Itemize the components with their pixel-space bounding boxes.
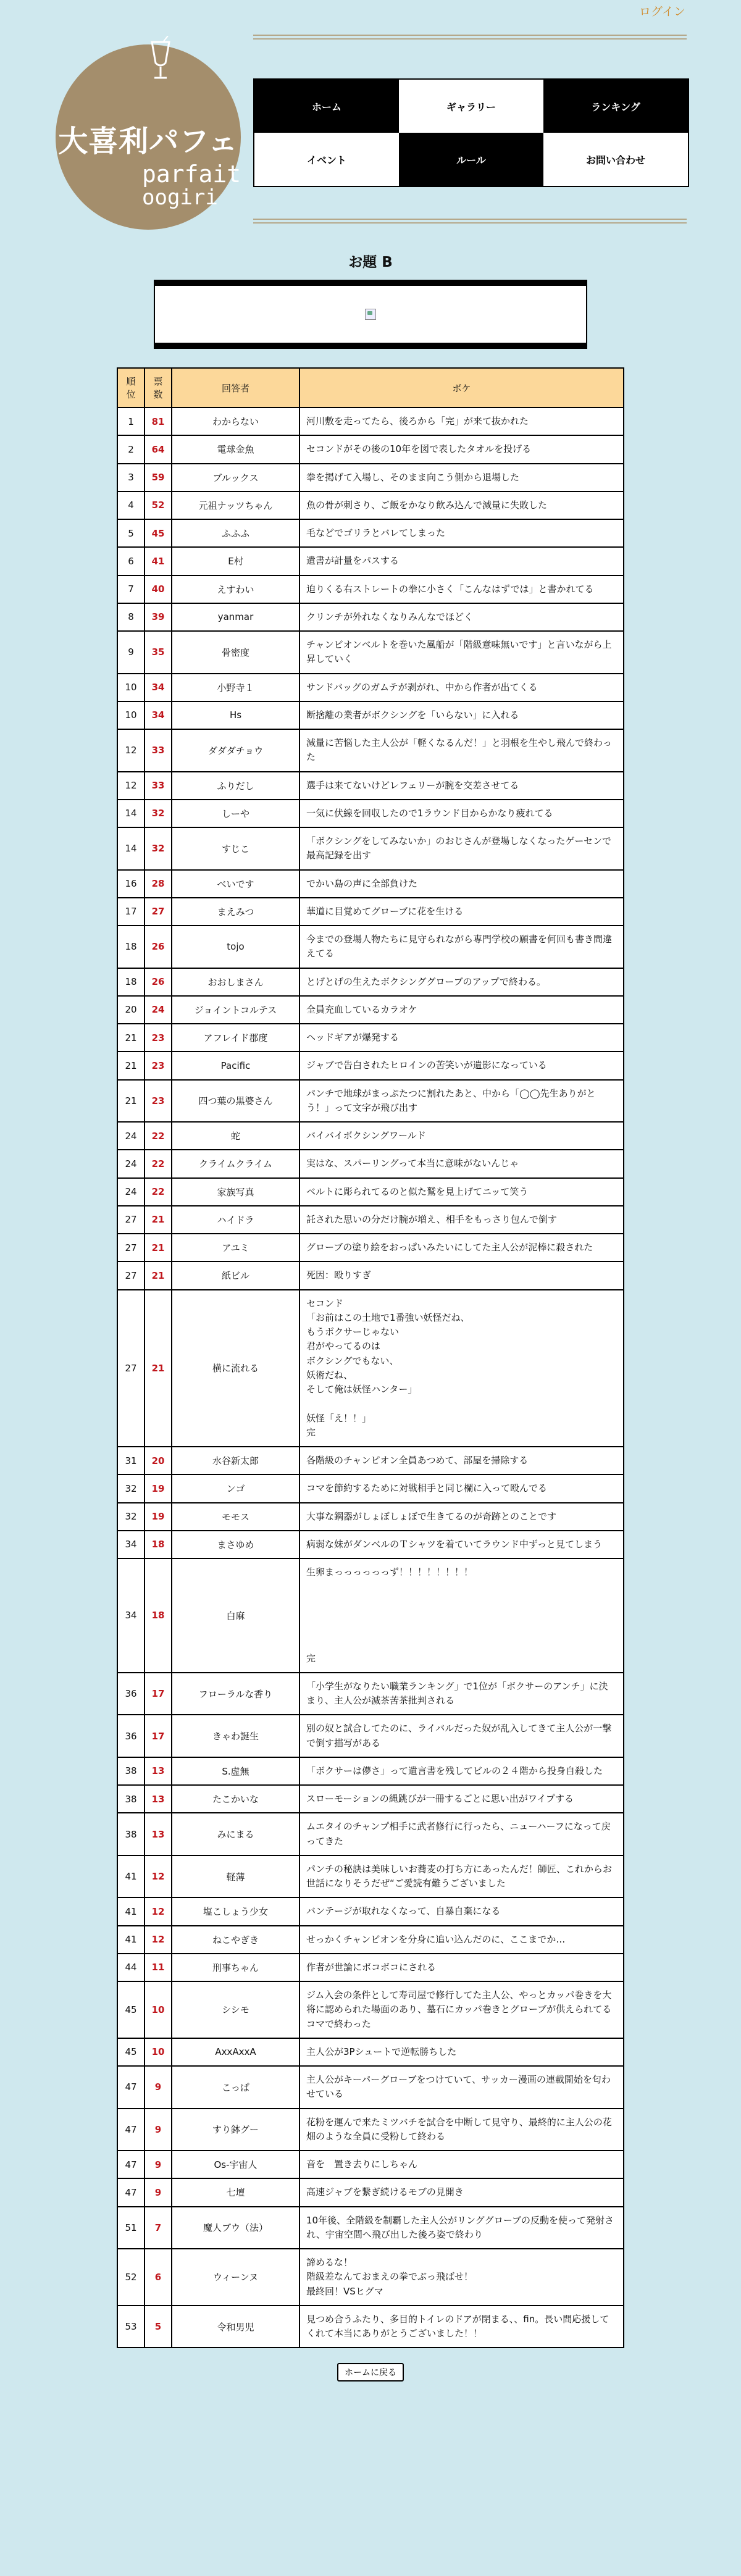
respondent-cell: クライムクライム (172, 1150, 299, 1177)
boke-cell: バンテージが取れなくなって、自暴自棄になる (299, 1897, 624, 1925)
table-row (117, 491, 624, 519)
votes-cell: 35 (144, 631, 172, 674)
boke-cell: 遺書が計量をパスする (299, 547, 624, 575)
respondent-cell: モモス (172, 1503, 299, 1531)
table-row (117, 870, 624, 898)
votes-cell: 26 (144, 926, 172, 968)
boke-cell: 今までの登場人物たちに見守られながら専門学校の願書を何回も書き間違えてる (299, 926, 624, 968)
table-row (117, 631, 624, 674)
rank-cell: 16 (117, 870, 144, 898)
boke-cell: 見つめ合うふたり、多目的トイレのドアが閉まる、、fin。長い間応援してくれて本当にありがとうございました！！ (299, 2306, 624, 2348)
respondent-cell: まさゆめ (172, 1531, 299, 1558)
table-row (117, 2249, 624, 2306)
table-row (117, 701, 624, 729)
rank-cell: 47 (117, 2178, 144, 2206)
table-row (117, 1954, 624, 1981)
boke-cell: 死因：殴りすぎ (299, 1261, 624, 1289)
table-row (117, 1080, 624, 1123)
table-row (117, 1897, 624, 1925)
header-boke: ボケ (299, 368, 624, 408)
respondent-cell: えすわい (172, 575, 299, 603)
rank-cell: 32 (117, 1474, 144, 1502)
boke-cell: 病弱な妹がダンベルのＴシャツを着ていてラウンド中ずっと見てしまう (299, 1531, 624, 1558)
boke-cell: ベルトに彫られてるのと似た鷲を見上げてニッて笑う (299, 1178, 624, 1206)
votes-cell: 9 (144, 2109, 172, 2151)
rank-cell: 3 (117, 464, 144, 491)
rank-cell: 31 (117, 1447, 144, 1474)
rank-cell: 51 (117, 2207, 144, 2249)
rank-cell: 7 (117, 575, 144, 603)
table-row (117, 1474, 624, 1502)
respondent-cell: こっぱ (172, 2066, 299, 2109)
respondent-cell: きゃわ誕生 (172, 1715, 299, 1757)
respondent-cell: 刑事ちゃん (172, 1954, 299, 1981)
parfait-glass-icon (148, 36, 173, 85)
respondent-cell: 軽薄 (172, 1855, 299, 1898)
votes-cell: 17 (144, 1715, 172, 1757)
boke-cell: でかい島の声に全部負けた (299, 870, 624, 898)
table-row (117, 827, 624, 870)
boke-cell: パンチで地球がまっぷたつに割れたあと、中から「◯◯先生ありがとう！」って文字が飛び出す (299, 1080, 624, 1123)
header-votes: 票数 (144, 368, 172, 408)
rank-cell: 34 (117, 1558, 144, 1673)
rank-cell: 20 (117, 996, 144, 1024)
votes-cell: 9 (144, 2066, 172, 2109)
boke-cell: チャンピオンベルトを巻いた風船が「階級意味無いです」と言いながら上昇していく (299, 631, 624, 674)
votes-cell: 24 (144, 996, 172, 1024)
respondent-cell: E村 (172, 547, 299, 575)
table-row (117, 898, 624, 926)
boke-cell: 「ボクサーは儚さ」って遺言書を残してビルの２４階から投身自殺した (299, 1757, 624, 1785)
respondent-cell: ジョイントコルテス (172, 996, 299, 1024)
boke-cell: 迫りくる右ストレートの拳に小さく「こんなはずでは」と書かれてる (299, 575, 624, 603)
votes-cell: 20 (144, 1447, 172, 1474)
table-row (117, 2151, 624, 2178)
respondent-cell: しーや (172, 800, 299, 827)
respondent-cell: 四つ葉の黒婆さん (172, 1080, 299, 1123)
header-rank: 順位 (117, 368, 144, 408)
table-row (117, 1757, 624, 1785)
boke-cell: 10年後、全階級を制覇した主人公がリンググローブの反動を使って発射され、宇宙空間へ飛び出した後ろ姿で終わり (299, 2207, 624, 2249)
votes-cell: 9 (144, 2178, 172, 2206)
rank-cell: 45 (117, 2038, 144, 2066)
table-row (117, 1785, 624, 1813)
boke-cell: 各階級のチャンピオン全員あつめて、部屋を掃除する (299, 1447, 624, 1474)
votes-cell: 34 (144, 701, 172, 729)
votes-cell: 13 (144, 1813, 172, 1855)
votes-cell: 10 (144, 1981, 172, 2038)
boke-cell: 大事な鋼器がしょぼしょぼで生きてるのが奇跡とのことです (299, 1503, 624, 1531)
respondent-cell: フローラルな香り (172, 1673, 299, 1715)
votes-cell: 32 (144, 827, 172, 870)
table-row (117, 1981, 624, 2038)
rank-cell: 12 (117, 772, 144, 800)
respondent-cell: tojo (172, 926, 299, 968)
respondent-cell: 横に流れる (172, 1290, 299, 1447)
votes-cell: 64 (144, 435, 172, 463)
respondent-cell: ブルックス (172, 464, 299, 491)
nav-item-0[interactable]: ホーム (254, 80, 399, 133)
rank-cell: 18 (117, 926, 144, 968)
boke-cell: スローモーションの縄跳びが一冊するごとに思い出がワイプする (299, 1785, 624, 1813)
rank-cell: 27 (117, 1261, 144, 1289)
boke-cell: 高速ジャブを繋ぎ続けるモブの見開き (299, 2178, 624, 2206)
respondent-cell: ふりだし (172, 772, 299, 800)
votes-cell: 11 (144, 1954, 172, 1981)
table-row (117, 2178, 624, 2206)
votes-cell: 13 (144, 1757, 172, 1785)
rank-cell: 8 (117, 603, 144, 631)
page-title: お題 B (348, 254, 393, 270)
nav-item-1[interactable]: ギャラリー (399, 80, 543, 133)
respondent-cell: 白麻 (172, 1558, 299, 1673)
boke-cell: 主人公が3Pシュートで逆転勝ちした (299, 2038, 624, 2066)
rank-cell: 41 (117, 1926, 144, 1954)
nav-item-5[interactable]: お問い合わせ (543, 133, 688, 186)
table-row (117, 1447, 624, 1474)
respondent-cell: すり鉢グー (172, 2109, 299, 2151)
back-to-home-button[interactable]: ホームに戻る (337, 2363, 404, 2382)
votes-cell: 21 (144, 1234, 172, 1261)
boke-cell: グローブの塗り絵をおっぱいみたいにしてた主人公が泥棒に殺された (299, 1234, 624, 1261)
table-row (117, 1558, 624, 1673)
rank-cell: 38 (117, 1757, 144, 1785)
votes-cell: 23 (144, 1080, 172, 1123)
votes-cell: 21 (144, 1206, 172, 1234)
votes-cell: 33 (144, 772, 172, 800)
header-divider-bottom (253, 219, 687, 224)
rank-cell: 27 (117, 1206, 144, 1234)
boke-cell: 選手は来てないけどレフェリーが腕を交差させてる (299, 772, 624, 800)
rank-cell: 21 (117, 1052, 144, 1079)
rank-cell: 6 (117, 547, 144, 575)
rank-cell: 24 (117, 1150, 144, 1177)
table-row (117, 2038, 624, 2066)
respondent-cell: 家族写真 (172, 1178, 299, 1206)
rank-cell: 47 (117, 2109, 144, 2151)
respondent-cell: 魔人ブウ（法） (172, 2207, 299, 2249)
respondent-cell: わからない (172, 408, 299, 435)
respondent-cell: 水谷新太郎 (172, 1447, 299, 1474)
table-row (117, 2306, 624, 2348)
logo-sub-parfait: parfait (142, 161, 241, 188)
rank-cell: 47 (117, 2066, 144, 2109)
rank-cell: 21 (117, 1024, 144, 1052)
rank-cell: 18 (117, 968, 144, 996)
nav-item-2[interactable]: ランキング (543, 80, 688, 133)
broken-image-icon (365, 309, 376, 320)
table-row (117, 1052, 624, 1079)
boke-cell: とげとげの生えたボクシンググローブのアップで終わる。 (299, 968, 624, 996)
rank-cell: 41 (117, 1897, 144, 1925)
rank-cell: 45 (117, 1981, 144, 2038)
rank-cell: 9 (117, 631, 144, 674)
rank-cell: 38 (117, 1813, 144, 1855)
respondent-cell: おおしまさん (172, 968, 299, 996)
respondent-cell: アユミ (172, 1234, 299, 1261)
table-row (117, 1122, 624, 1150)
votes-cell: 18 (144, 1558, 172, 1673)
votes-cell: 41 (144, 547, 172, 575)
votes-cell: 12 (144, 1855, 172, 1898)
rank-cell: 12 (117, 729, 144, 772)
table-row (117, 1261, 624, 1289)
votes-cell: 9 (144, 2151, 172, 2178)
votes-cell: 52 (144, 491, 172, 519)
table-row (117, 674, 624, 701)
rank-cell: 38 (117, 1785, 144, 1813)
boke-cell: 主人公がキーパーグローブをつけていて、サッカー漫画の連載開始を匂わせている (299, 2066, 624, 2109)
respondent-cell: yanmar (172, 603, 299, 631)
rank-cell: 47 (117, 2151, 144, 2178)
votes-cell: 12 (144, 1897, 172, 1925)
boke-cell: コマを節約するために対戦相手と同じ欄に入って殴んでる (299, 1474, 624, 1502)
votes-cell: 21 (144, 1290, 172, 1447)
respondent-cell: ダダダチョウ (172, 729, 299, 772)
boke-cell: 拳を掲げて入場し、そのまま向こう側から退場した (299, 464, 624, 491)
table-row (117, 772, 624, 800)
table-row (117, 603, 624, 631)
table-row (117, 1855, 624, 1898)
respondent-cell: たこかいな (172, 1785, 299, 1813)
results-table (117, 367, 624, 2348)
table-row (117, 1926, 624, 1954)
table-row (117, 2066, 624, 2109)
boke-cell: せっかくチャンピオンを分身に追い込んだのに、ここまでか… (299, 1926, 624, 1954)
table-row (117, 519, 624, 547)
table-row (117, 408, 624, 435)
table-row (117, 1206, 624, 1234)
table-row (117, 435, 624, 463)
votes-cell: 19 (144, 1503, 172, 1531)
table-row (117, 1531, 624, 1558)
respondent-cell: すじこ (172, 827, 299, 870)
respondent-cell: ウィーンヌ (172, 2249, 299, 2306)
main-nav (253, 78, 689, 187)
boke-cell: ヘッドギアが爆発する (299, 1024, 624, 1052)
boke-cell: ジャブで告白されたヒロインの苦笑いが遺影になっている (299, 1052, 624, 1079)
rank-cell: 44 (117, 1954, 144, 1981)
votes-cell: 28 (144, 870, 172, 898)
table-row (117, 575, 624, 603)
login-link[interactable]: ログイン (638, 5, 685, 19)
logo-title: 大喜利パフェ (58, 124, 238, 159)
respondent-cell: 小野寺１ (172, 674, 299, 701)
votes-cell: 59 (144, 464, 172, 491)
votes-cell: 12 (144, 1926, 172, 1954)
rank-cell: 24 (117, 1122, 144, 1150)
votes-cell: 5 (144, 2306, 172, 2348)
votes-cell: 33 (144, 729, 172, 772)
site-logo[interactable] (56, 37, 241, 222)
rank-cell: 41 (117, 1855, 144, 1898)
boke-cell: 花粉を運んで来たミツバチを試合を中断して見守り、最終的に主人公の花畑のような全員に受粉して終わる (299, 2109, 624, 2151)
votes-cell: 18 (144, 1531, 172, 1558)
votes-cell: 39 (144, 603, 172, 631)
votes-cell: 23 (144, 1024, 172, 1052)
boke-cell: 別の奴と試合してたのに、ライバルだった奴が乱入してきて主人公が一撃で倒す描写がある (299, 1715, 624, 1757)
header-divider-top (253, 35, 687, 40)
respondent-cell: みにまる (172, 1813, 299, 1855)
logo-sub-oogiri: oogiri (142, 185, 218, 210)
respondent-cell: S.虚無 (172, 1757, 299, 1785)
table-row (117, 729, 624, 772)
boke-cell: 実はな、スパーリングって本当に意味がないんじゃ (299, 1150, 624, 1177)
nav-item-4[interactable]: ルール (399, 133, 543, 186)
table-row (117, 800, 624, 827)
boke-cell: 断捨離の業者がボクシングを「いらない」に入れる (299, 701, 624, 729)
boke-cell: クリンチが外れなくなりみんなでほどく (299, 603, 624, 631)
boke-cell: 「小学生がなりたい職業ランキング」で1位が「ボクサーのアンチ」に決まり、主人公が滅茶苦茶批判される (299, 1673, 624, 1715)
table-row (117, 1290, 624, 1447)
respondent-cell: Pacific (172, 1052, 299, 1079)
respondent-cell: 令和男児 (172, 2306, 299, 2348)
votes-cell: 19 (144, 1474, 172, 1502)
rank-cell: 21 (117, 1080, 144, 1123)
boke-cell: 河川敷を走ってたら、後ろから「完」が来て抜かれた (299, 408, 624, 435)
rank-cell: 17 (117, 898, 144, 926)
table-row (117, 2207, 624, 2249)
boke-cell: サンドバッグのガムテが剥がれ、中から作者が出てくる (299, 674, 624, 701)
respondent-cell: ふふふ (172, 519, 299, 547)
table-row (117, 1178, 624, 1206)
votes-cell: 81 (144, 408, 172, 435)
respondent-cell: 塩こしょう少女 (172, 1897, 299, 1925)
respondent-cell: 蛇 (172, 1122, 299, 1150)
rank-cell: 53 (117, 2306, 144, 2348)
respondent-cell: 骨密度 (172, 631, 299, 674)
respondent-cell: 電球金魚 (172, 435, 299, 463)
votes-cell: 22 (144, 1122, 172, 1150)
respondent-cell: 七壇 (172, 2178, 299, 2206)
boke-cell: 全員充血しているカラオケ (299, 996, 624, 1024)
votes-cell: 45 (144, 519, 172, 547)
table-row (117, 1673, 624, 1715)
boke-cell: 作者が世論にボコボコにされる (299, 1954, 624, 1981)
boke-cell: 魚の骨が刺さり、ご飯をかなり飲み込んで減量に失敗した (299, 491, 624, 519)
boke-cell: 託された思いの分だけ腕が増え、相手をもっさり包んで倒す (299, 1206, 624, 1234)
boke-cell: 減量に苦悩した主人公が「軽くなるんだ！」と羽根を生やし飛んで終わった (299, 729, 624, 772)
rank-cell: 10 (117, 674, 144, 701)
header-respondent: 回答者 (172, 368, 299, 408)
respondent-cell: シシモ (172, 1981, 299, 2038)
votes-cell: 22 (144, 1150, 172, 1177)
rank-cell: 34 (117, 1531, 144, 1558)
boke-cell: 諦めるな！ 階級差なんておまえの拳でぶっ飛ばせ！ 最終回！VSヒグマ (299, 2249, 624, 2306)
boke-cell: 華道に目覚めてグローブに花を生ける (299, 898, 624, 926)
respondent-cell: 元祖ナッツちゃん (172, 491, 299, 519)
table-row (117, 996, 624, 1024)
rank-cell: 52 (117, 2249, 144, 2306)
boke-cell: バイバイボクシングワールド (299, 1122, 624, 1150)
boke-cell: セコンド 「お前はこの土地で1番強い妖怪だね、 もうボクサーじゃない 君がやってるのは ボクシングでもない、 妖術だね、 そして俺は妖怪ハンター」 妖怪「え！！」 完 (299, 1290, 624, 1447)
rank-cell: 1 (117, 408, 144, 435)
votes-cell: 26 (144, 968, 172, 996)
boke-cell: パンチの秘訣は美味しいお蕎麦の打ち方にあったんだ！師匠、これからお世話になりそうだぜ“ご愛読有難うございました (299, 1855, 624, 1898)
rank-cell: 24 (117, 1178, 144, 1206)
rank-cell: 27 (117, 1234, 144, 1261)
rank-cell: 32 (117, 1503, 144, 1531)
respondent-cell: アフレイド郡度 (172, 1024, 299, 1052)
votes-cell: 27 (144, 898, 172, 926)
nav-item-3[interactable]: イベント (254, 133, 399, 186)
table-row (117, 1813, 624, 1855)
respondent-cell: ンゴ (172, 1474, 299, 1502)
rank-cell: 14 (117, 827, 144, 870)
votes-cell: 23 (144, 1052, 172, 1079)
rank-cell: 14 (117, 800, 144, 827)
table-row (117, 1024, 624, 1052)
rank-cell: 2 (117, 435, 144, 463)
boke-cell: ジム入会の条件として寿司屋で修行してた主人公、やっとカッパ巻きを大将に認められた場面のあり、墓石にカッパ巻きとグローブが供えられてるコマで終わった (299, 1981, 624, 2038)
rank-cell: 36 (117, 1673, 144, 1715)
theme-image-frame (154, 280, 587, 349)
respondent-cell: Os-宇宙人 (172, 2151, 299, 2178)
table-row (117, 1150, 624, 1177)
table-row (117, 2109, 624, 2151)
votes-cell: 6 (144, 2249, 172, 2306)
respondent-cell: ねこやぎき (172, 1926, 299, 1954)
votes-cell: 17 (144, 1673, 172, 1715)
table-row (117, 926, 624, 968)
respondent-cell: 紙ビル (172, 1261, 299, 1289)
site-header (0, 0, 741, 235)
boke-cell: セコンドがその後の10年を図で表したタオルを投げる (299, 435, 624, 463)
boke-cell: ムエタイのチャンプ相手に武者修行に行ったら、ニューハーフになって戻ってきた (299, 1813, 624, 1855)
table-header-row (117, 368, 624, 408)
rank-cell: 5 (117, 519, 144, 547)
rank-cell: 4 (117, 491, 144, 519)
table-row (117, 968, 624, 996)
boke-cell: 生卵まっっっっっっず！！！！！！！！ 完 (299, 1558, 624, 1673)
table-row (117, 1234, 624, 1261)
respondent-cell: AxxAxxA (172, 2038, 299, 2066)
votes-cell: 22 (144, 1178, 172, 1206)
boke-cell: 音を 置き去りにしちゃん (299, 2151, 624, 2178)
table-row (117, 1503, 624, 1531)
table-row (117, 1715, 624, 1757)
table-row (117, 464, 624, 491)
votes-cell: 40 (144, 575, 172, 603)
votes-cell: 10 (144, 2038, 172, 2066)
votes-cell: 13 (144, 1785, 172, 1813)
respondent-cell: ハイドラ (172, 1206, 299, 1234)
rank-cell: 27 (117, 1290, 144, 1447)
votes-cell: 32 (144, 800, 172, 827)
respondent-cell: べいです (172, 870, 299, 898)
respondent-cell: まえみつ (172, 898, 299, 926)
rank-cell: 36 (117, 1715, 144, 1757)
rank-cell: 10 (117, 701, 144, 729)
respondent-cell: Hs (172, 701, 299, 729)
votes-cell: 7 (144, 2207, 172, 2249)
votes-cell: 34 (144, 674, 172, 701)
table-row (117, 547, 624, 575)
boke-cell: 「ボクシングをしてみないか」のおじさんが登場しなくなったゲーセンで最高記録を出す (299, 827, 624, 870)
boke-cell: 毛などでゴリラとバレてしまった (299, 519, 624, 547)
boke-cell: 一気に伏線を回収したので1ラウンド目からかなり疲れてる (299, 800, 624, 827)
votes-cell: 21 (144, 1261, 172, 1289)
